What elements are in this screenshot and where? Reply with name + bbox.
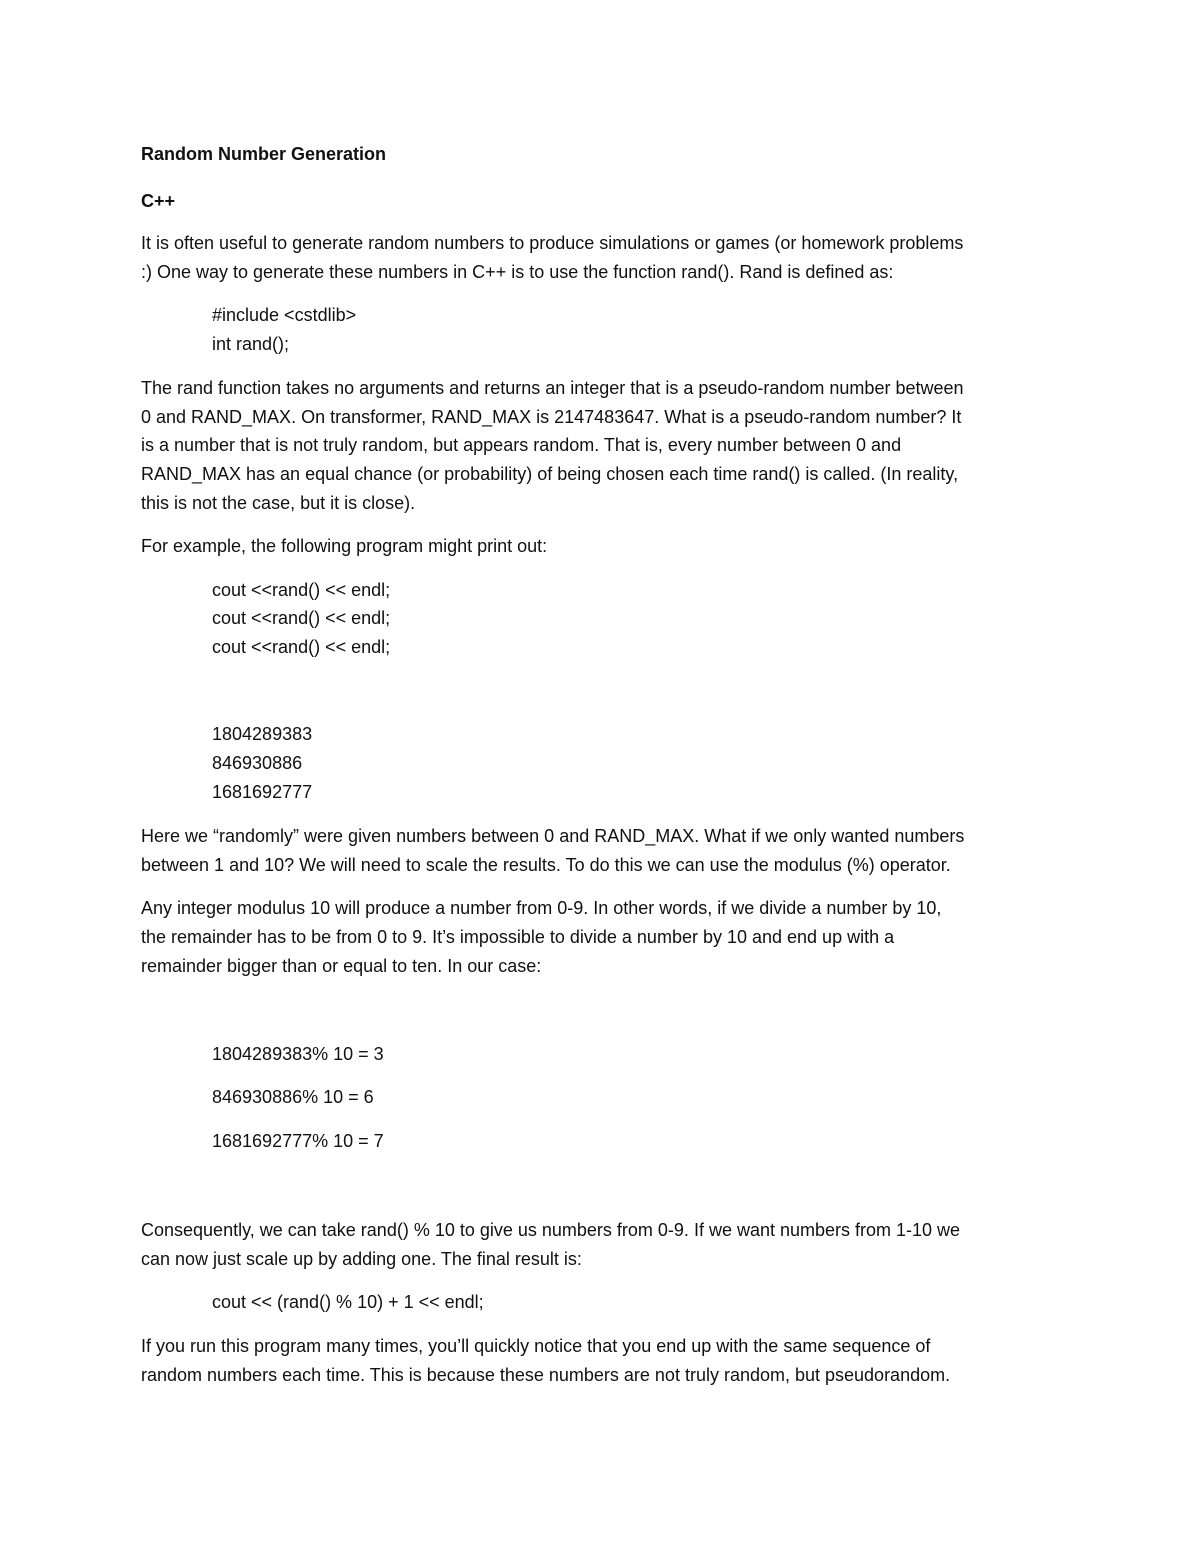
section-heading: C++ bbox=[141, 191, 176, 211]
rand-desc-line-5: this is not the case, but it is close). bbox=[141, 493, 416, 513]
modulus-example-3: 1681692777% 10 = 7 bbox=[212, 1131, 384, 1151]
rand-desc-line-2: 0 and RAND_MAX. On transformer, RAND_MAX is 2147483647. What is a pseudo-random number? It bbox=[141, 407, 962, 427]
scale-line-2: between 1 and 10? We will need to scale the results. To do this we can use the modulus (%) operator. bbox=[141, 855, 951, 875]
example-output-line-1: 1804289383 bbox=[212, 724, 313, 744]
example-code-line-2: cout <<rand() << endl; bbox=[212, 608, 391, 628]
document-title: Random Number Generation bbox=[141, 144, 387, 164]
consequently-line-1: Consequently, we can take rand() % 10 to give us numbers from 0-9. If we want numbers from 1-10 we bbox=[141, 1220, 961, 1240]
rand-desc-line-3: is a number that is not truly random, but appears random. That is, every number between 0 and bbox=[141, 435, 902, 455]
final-code: cout << (rand() % 10) + 1 << endl; bbox=[212, 1292, 484, 1312]
example-intro: For example, the following program might print out: bbox=[141, 536, 548, 556]
scale-line-1: Here we “randomly” were given numbers between 0 and RAND_MAX. What if we only wanted numbers bbox=[141, 826, 965, 846]
modulus-line-3: remainder bigger than or equal to ten. In our case: bbox=[141, 956, 542, 976]
rand-desc-line-1: The rand function takes no arguments and returns an integer that is a pseudo-random number between bbox=[141, 378, 964, 398]
intro-line-2: :) One way to generate these numbers in C++ is to use the function rand(). Rand is defined as: bbox=[141, 262, 894, 282]
example-output-line-2: 846930886 bbox=[212, 753, 303, 773]
modulus-example-1: 1804289383% 10 = 3 bbox=[212, 1044, 384, 1064]
rand-desc-line-4: RAND_MAX has an equal chance (or probability) of being chosen each time rand() is called. (In reality, bbox=[141, 464, 959, 484]
intro-line-1: It is often useful to generate random numbers to produce simulations or games (or homework problems bbox=[141, 233, 964, 253]
closing-line-1: If you run this program many times, you’ll quickly notice that you end up with the same sequence of bbox=[141, 1336, 931, 1356]
example-code-line-1: cout <<rand() << endl; bbox=[212, 580, 391, 600]
definition-code-line-1: #include <cstdlib> bbox=[212, 305, 357, 325]
example-output-line-3: 1681692777 bbox=[212, 782, 313, 802]
consequently-line-2: can now just scale up by adding one. The final result is: bbox=[141, 1249, 582, 1269]
modulus-example-2: 846930886% 10 = 6 bbox=[212, 1087, 374, 1107]
example-code-line-3: cout <<rand() << endl; bbox=[212, 637, 391, 657]
closing-line-2: random numbers each time. This is because these numbers are not truly random, but pseudorandom. bbox=[141, 1365, 951, 1385]
definition-code-line-2: int rand(); bbox=[212, 334, 290, 354]
modulus-line-2: the remainder has to be from 0 to 9. It’s impossible to divide a number by 10 and end up with a bbox=[141, 927, 895, 947]
modulus-line-1: Any integer modulus 10 will produce a number from 0-9. In other words, if we divide a number by 10, bbox=[141, 898, 942, 918]
